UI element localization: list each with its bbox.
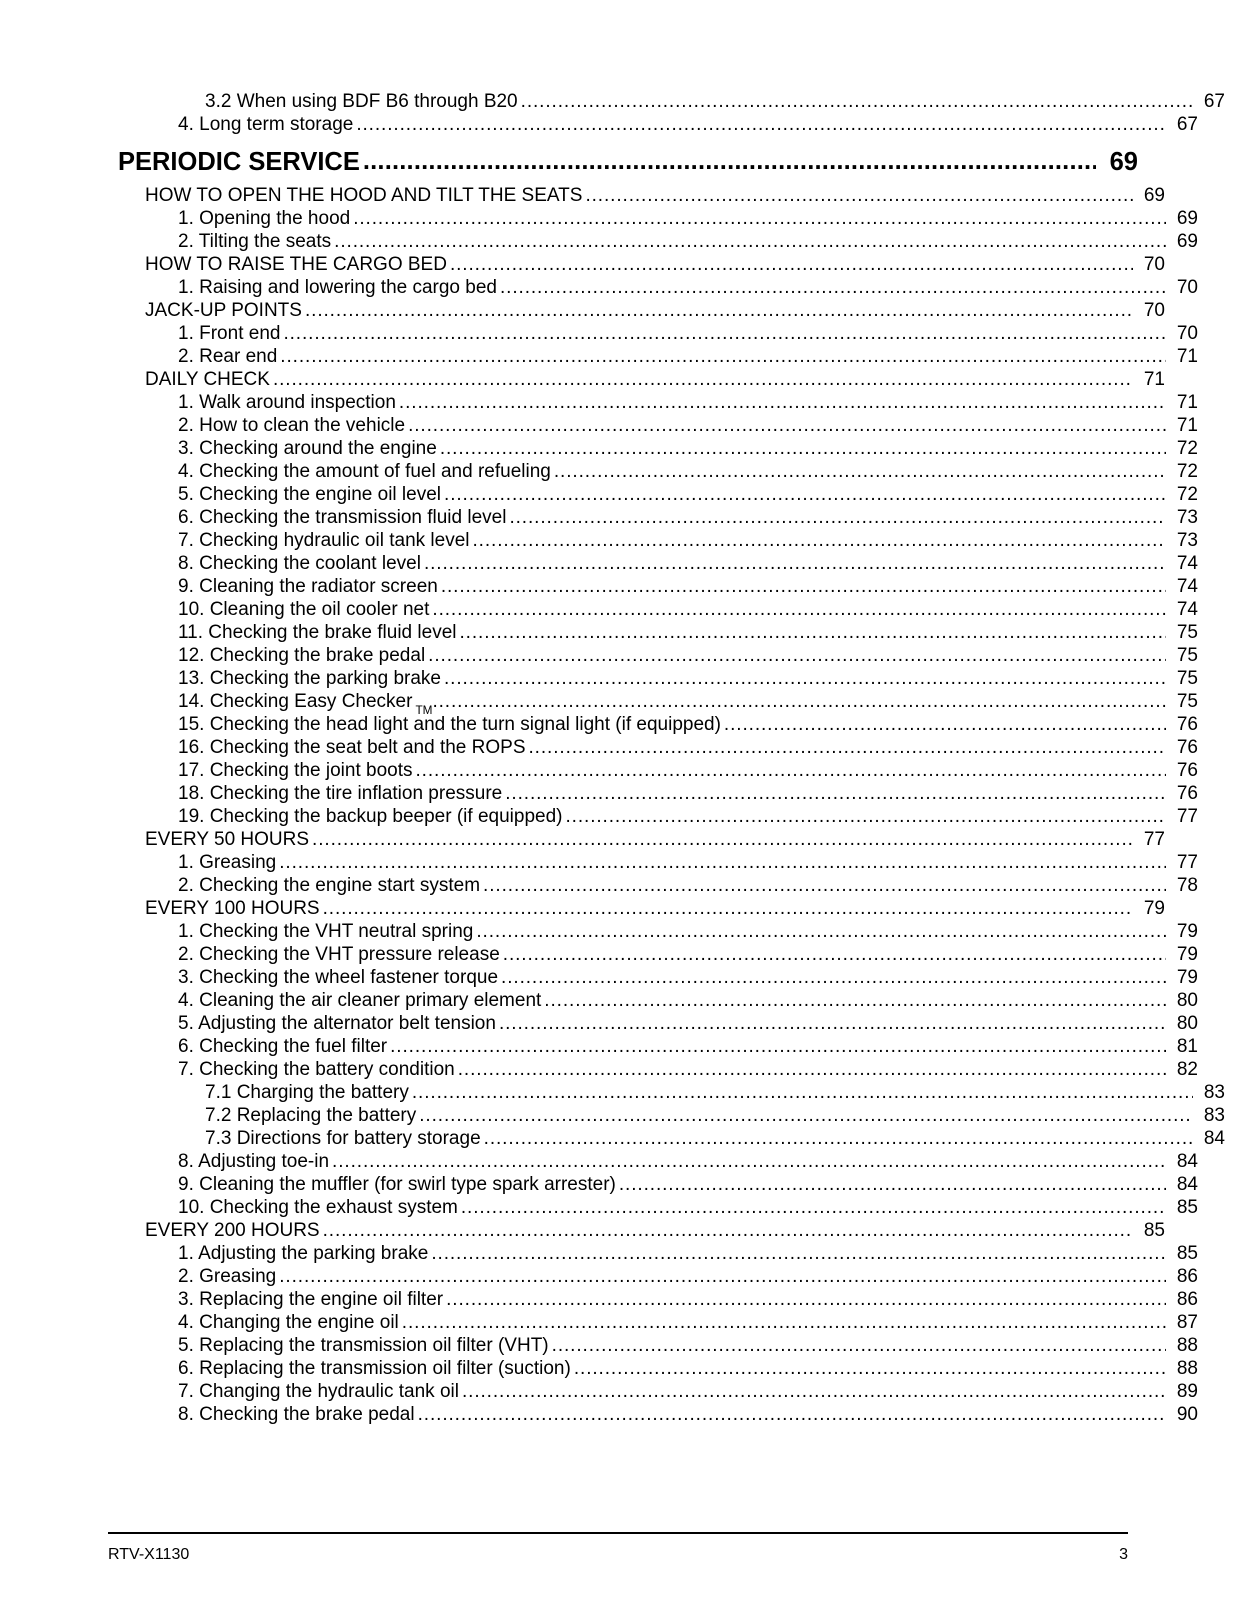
toc-entry-label: 6. Replacing the transmission oil filter (suction): [178, 1357, 571, 1379]
toc-entry[interactable]: [178, 232, 1198, 251]
toc-entry-page-number: 79: [1176, 943, 1198, 965]
toc-entry[interactable]: [178, 1175, 1198, 1194]
dot-leader: [332, 1152, 1166, 1171]
toc-entry[interactable]: [178, 807, 1198, 826]
toc-entry[interactable]: [178, 1405, 1198, 1424]
dot-leader: [283, 324, 1166, 343]
dot-leader: [428, 646, 1166, 665]
toc-entry-label: 4. Long term storage: [178, 114, 354, 135]
toc-entry[interactable]: [178, 738, 1198, 757]
toc-entry-page-number: 79: [1176, 920, 1198, 942]
toc-entry[interactable]: [205, 1106, 1225, 1125]
toc-entry-label: EVERY 50 HOURS: [145, 828, 310, 850]
toc-entry-page-number: 86: [1176, 1288, 1198, 1310]
dot-leader: [323, 899, 1133, 918]
toc-entry-page-number: 70: [1143, 253, 1165, 275]
toc-entry-page-number: 84: [1203, 1127, 1225, 1149]
dot-leader: [334, 232, 1166, 251]
toc-entry-label: 3. Replacing the engine oil filter: [178, 1288, 444, 1310]
toc-entry-label: EVERY 200 HOURS: [145, 1219, 320, 1241]
toc-entry-page-number: 71: [1143, 368, 1165, 390]
toc-entry-page-number: 85: [1176, 1196, 1198, 1218]
toc-entry-label: 15. Checking the head light and the turn signal light (if equipped): [178, 713, 721, 735]
toc-entry-label: 9. Cleaning the radiator screen: [178, 575, 438, 597]
toc-entry-page-number: 70: [1143, 299, 1165, 321]
dot-leader: [499, 1014, 1166, 1033]
dot-leader: [424, 554, 1166, 573]
footer-page-number: 3: [1119, 1546, 1128, 1563]
dot-leader: [476, 922, 1166, 941]
toc-entry[interactable]: [178, 531, 1198, 550]
toc-entry-label: DAILY CHECK: [145, 368, 270, 390]
toc-entry-page-number: 76: [1176, 713, 1198, 735]
toc-entry[interactable]: [178, 669, 1198, 688]
toc-entry-page-number: 69: [1143, 184, 1165, 206]
toc-entry-label: 2. Rear end: [178, 345, 278, 367]
toc-entry-label: 4. Cleaning the air cleaner primary element: [178, 989, 542, 1011]
toc-entry-label: EVERY 100 HOURS: [145, 897, 320, 919]
toc-entry-label: 10. Cleaning the oil cooler net: [178, 598, 430, 620]
toc-entry-label: 1. Walk around inspection: [178, 391, 396, 413]
toc-entry-label: 11. Checking the brake fluid level: [178, 621, 457, 643]
toc-entry-page-number: 74: [1176, 575, 1198, 597]
toc-entry-page-number: 71: [1176, 391, 1198, 413]
toc-entry[interactable]: [178, 1014, 1198, 1033]
dot-leader: [312, 830, 1133, 849]
dot-leader: [529, 738, 1167, 757]
toc-entry[interactable]: [205, 1129, 1225, 1148]
dot-leader: [585, 186, 1133, 205]
toc-entry-page-number: 71: [1176, 345, 1198, 367]
toc-entry[interactable]: [178, 554, 1198, 573]
toc-entry-page-number: 69: [1109, 148, 1138, 176]
dot-leader: [458, 1060, 1166, 1079]
toc-entry-page-number: 84: [1176, 1150, 1198, 1172]
toc-entry[interactable]: [145, 1221, 1165, 1240]
toc-entry-page-number: 74: [1176, 598, 1198, 620]
dot-leader: [390, 1037, 1166, 1056]
toc-entry[interactable]: [205, 1083, 1225, 1102]
toc-entry[interactable]: [178, 853, 1198, 872]
toc-entry-page-number: 82: [1176, 1058, 1198, 1080]
toc-entry-label: 6. Checking the transmission fluid level: [178, 506, 507, 528]
toc-entry[interactable]: [178, 1198, 1198, 1217]
toc-entry-page-number: 67: [1176, 114, 1198, 135]
dot-leader: [399, 393, 1166, 412]
dot-leader: [521, 92, 1193, 111]
toc-entry-label: 3. Checking around the engine: [178, 437, 437, 459]
toc-entry-label: 1. Raising and lowering the cargo bed: [178, 276, 497, 298]
toc-entry[interactable]: [178, 968, 1198, 987]
dot-leader: [441, 577, 1166, 596]
toc-entry-page-number: 79: [1176, 966, 1198, 988]
toc-entry-label: 1. Adjusting the parking brake: [178, 1242, 429, 1264]
dot-leader: [279, 853, 1166, 872]
toc-entry-label: 2. Checking the VHT pressure release: [178, 943, 500, 965]
page-footer: [108, 1532, 1128, 1564]
toc-entry[interactable]: [178, 1336, 1198, 1355]
dot-leader: [450, 255, 1133, 274]
dot-leader: [565, 807, 1166, 826]
toc-entry-label: 7. Checking the battery condition: [178, 1058, 455, 1080]
toc-entry-label: 1. Front end: [178, 322, 281, 344]
toc-entry-page-number: 75: [1176, 621, 1198, 643]
toc-entry-page-number: 78: [1176, 874, 1198, 896]
toc-entry[interactable]: [178, 462, 1198, 481]
toc-entry[interactable]: [178, 1267, 1198, 1286]
toc-entry-label: 8. Adjusting toe-in: [178, 1150, 330, 1172]
toc-entry-page-number: 75: [1176, 690, 1198, 712]
toc-entry[interactable]: [178, 1382, 1198, 1401]
toc-entry-page-number: 88: [1176, 1357, 1198, 1379]
toc-entry[interactable]: [178, 416, 1198, 435]
toc-entry[interactable]: [145, 186, 1165, 205]
dot-leader: [412, 1083, 1193, 1102]
dot-leader: [432, 600, 1166, 619]
toc-entry-page-number: 89: [1176, 1380, 1198, 1402]
toc-entry-label: 17. Checking the joint boots: [178, 759, 413, 781]
toc-entry-page-number: 79: [1143, 897, 1165, 919]
toc-entry-page-number: 80: [1176, 1012, 1198, 1034]
toc-entry-page-number: 81: [1176, 1035, 1198, 1057]
dot-leader: [273, 370, 1133, 389]
dot-leader: [459, 623, 1166, 642]
toc-entry-label: PERIODIC SERVICE: [118, 148, 360, 176]
toc-entry[interactable]: [178, 945, 1198, 964]
toc-entry-page-number: 83: [1203, 1081, 1225, 1103]
toc-entry[interactable]: [178, 922, 1198, 941]
dot-leader: [724, 715, 1166, 734]
toc-entry-page-number: 73: [1176, 529, 1198, 551]
toc-entry[interactable]: [178, 715, 1198, 734]
toc-entry[interactable]: [178, 393, 1198, 412]
toc-entry-label: 9. Cleaning the muffler (for swirl type spark arrester): [178, 1173, 616, 1195]
toc-entry-page-number: 72: [1176, 437, 1198, 459]
toc-entry-label: 10. Checking the exhaust system: [178, 1196, 458, 1218]
toc-entry-label: 2. Greasing: [178, 1265, 277, 1287]
toc-entry-page-number: 71: [1176, 414, 1198, 436]
toc-entry-page-number: 69: [1176, 207, 1198, 229]
toc-entry-label: 14. Checking Easy Checker: [178, 690, 413, 712]
toc-entry-label: JACK-UP POINTS: [145, 299, 302, 321]
dot-leader: [552, 1336, 1166, 1355]
toc-entry-page-number: 74: [1176, 552, 1198, 574]
toc-entry[interactable]: [178, 876, 1198, 895]
dot-leader: [280, 347, 1166, 366]
dot-leader: [503, 945, 1166, 964]
toc-entry[interactable]: [178, 1060, 1198, 1079]
dot-leader: [279, 1267, 1166, 1286]
toc-entry-label: HOW TO RAISE THE CARGO BED: [145, 253, 447, 275]
dot-leader: [418, 1405, 1166, 1424]
dot-leader: [440, 439, 1166, 458]
toc-entry[interactable]: [178, 278, 1198, 297]
dot-leader: [509, 508, 1166, 527]
toc-entry-page-number: 83: [1203, 1104, 1225, 1126]
dot-leader: [483, 876, 1166, 895]
toc-entry[interactable]: [178, 439, 1198, 458]
toc-entry-page-number: 87: [1176, 1311, 1198, 1333]
footer-divider: [108, 1532, 1128, 1534]
toc-entry-label: 7.2 Replacing the battery: [205, 1104, 417, 1126]
dot-leader: [353, 209, 1166, 228]
toc-entry-page-number: 76: [1176, 736, 1198, 758]
toc-entry-label: 18. Checking the tire inflation pressure: [178, 782, 503, 804]
dot-leader: [416, 761, 1167, 780]
toc-entry[interactable]: [178, 508, 1198, 527]
dot-leader: [462, 1382, 1166, 1401]
toc-entry[interactable]: [178, 1313, 1198, 1332]
dot-leader: [446, 1290, 1166, 1309]
toc-entry[interactable]: [178, 761, 1198, 780]
toc-entry[interactable]: [178, 115, 1198, 134]
toc-entry-page-number: 77: [1143, 828, 1165, 850]
toc-entry-label: 2. How to clean the vehicle: [178, 414, 406, 436]
dot-leader: [363, 150, 1096, 176]
toc-entry-label: 8. Checking the brake pedal: [178, 1403, 415, 1425]
toc-entry[interactable]: [145, 370, 1165, 389]
dot-leader: [402, 1313, 1166, 1332]
toc-entry-label: 7.3 Directions for battery storage: [205, 1127, 481, 1149]
footer-model-code: RTV-X1130: [108, 1546, 190, 1563]
toc-entry-label: HOW TO OPEN THE HOOD AND TILT THE SEATS: [145, 184, 583, 206]
toc-entry-page-number: 85: [1176, 1242, 1198, 1264]
dot-leader: [323, 1221, 1133, 1240]
toc-entry-page-number: 77: [1176, 851, 1198, 873]
dot-leader: [544, 991, 1166, 1010]
toc-entry-label: 7. Checking hydraulic oil tank level: [178, 529, 470, 551]
toc-entry[interactable]: [118, 150, 1138, 176]
dot-leader: [356, 115, 1166, 134]
dot-leader: [500, 278, 1166, 297]
dot-leader: [554, 462, 1166, 481]
toc-entry-page-number: 72: [1176, 460, 1198, 482]
toc-entry[interactable]: [145, 301, 1165, 320]
toc-entry-page-number: 76: [1176, 759, 1198, 781]
toc-entry-label: 5. Checking the engine oil level: [178, 483, 442, 505]
toc-entry[interactable]: [178, 1152, 1198, 1171]
dot-leader: [501, 968, 1166, 987]
dot-leader: [419, 1106, 1193, 1125]
toc-entry-label: 6. Checking the fuel filter: [178, 1035, 388, 1057]
toc-entry-page-number: 77: [1176, 805, 1198, 827]
dot-leader: [444, 669, 1166, 688]
toc-entry-label: 2. Tilting the seats: [178, 230, 332, 252]
toc-entry-label: 12. Checking the brake pedal: [178, 644, 426, 666]
toc-entry-page-number: 70: [1176, 322, 1198, 344]
dot-leader: [444, 485, 1166, 504]
toc-entry[interactable]: [178, 600, 1198, 619]
toc-entry-label: 5. Replacing the transmission oil filter (VHT): [178, 1334, 549, 1356]
toc-entry-label: 4. Checking the amount of fuel and refueling: [178, 460, 551, 482]
toc-entry[interactable]: [178, 1037, 1198, 1056]
toc-entry-page-number: 73: [1176, 506, 1198, 528]
toc-entry[interactable]: [178, 324, 1198, 343]
toc-entry-label: 3. Checking the wheel fastener torque: [178, 966, 499, 988]
toc-entry[interactable]: [178, 485, 1198, 504]
toc-entry-label: 19. Checking the backup beeper (if equipped): [178, 805, 563, 827]
toc-entry[interactable]: [178, 347, 1198, 366]
toc-entry-label: 1. Opening the hood: [178, 207, 351, 229]
toc-entry-label: 3.2 When using BDF B6 through B20: [205, 91, 518, 112]
toc-entry-label: 13. Checking the parking brake: [178, 667, 441, 689]
dot-leader: [432, 692, 1166, 711]
toc-entry-page-number: 84: [1176, 1173, 1198, 1195]
toc-entry-label: 7.1 Charging the battery: [205, 1081, 409, 1103]
toc-entry-page-number: 75: [1176, 667, 1198, 689]
toc-entry-label: 1. Greasing: [178, 851, 277, 873]
toc-entry-page-number: 80: [1176, 989, 1198, 1011]
toc-entry-label: 5. Adjusting the alternator belt tension: [178, 1012, 496, 1034]
toc-entry-label: 8. Checking the coolant level: [178, 552, 421, 574]
toc-entry[interactable]: [145, 830, 1165, 849]
dot-leader: [431, 1244, 1166, 1263]
toc-entry[interactable]: [178, 991, 1198, 1010]
toc-entry-page-number: 70: [1176, 276, 1198, 298]
toc-entry-page-number: 88: [1176, 1334, 1198, 1356]
toc-entry[interactable]: [145, 255, 1165, 274]
toc-entry[interactable]: [145, 899, 1165, 918]
dot-leader: [484, 1129, 1193, 1148]
toc-entry[interactable]: 14. Checking Easy Checker TM ..... 75: [178, 692, 1198, 711]
toc-entry[interactable]: [178, 1290, 1198, 1309]
toc-entry[interactable]: [178, 1244, 1198, 1263]
toc-entry-page-number: 85: [1143, 1219, 1165, 1241]
toc-entry-page-number: 90: [1176, 1403, 1198, 1425]
toc-entry-page-number: 76: [1176, 782, 1198, 804]
toc-entry[interactable]: [205, 92, 1225, 111]
dot-leader: [461, 1198, 1166, 1217]
dot-leader: [408, 416, 1166, 435]
toc-entry-label: 2. Checking the engine start system: [178, 874, 481, 896]
dot-leader: [473, 531, 1167, 550]
table-of-contents: [108, 91, 1225, 1425]
dot-leader: [619, 1175, 1166, 1194]
toc-entry-page-number: 67: [1203, 91, 1225, 112]
dot-leader: [505, 784, 1166, 803]
toc-entry-page-number: 69: [1176, 230, 1198, 252]
toc-entry[interactable]: [178, 209, 1198, 228]
toc-entry[interactable]: [178, 646, 1198, 665]
toc-entry-page-number: 75: [1176, 644, 1198, 666]
toc-entry[interactable]: [178, 577, 1198, 596]
toc-entry-label: 7. Changing the hydraulic tank oil: [178, 1380, 459, 1402]
toc-entry[interactable]: [178, 1359, 1198, 1378]
toc-entry[interactable]: [178, 623, 1198, 642]
toc-entry-label: 4. Changing the engine oil: [178, 1311, 399, 1333]
toc-entry-page-number: 86: [1176, 1265, 1198, 1287]
toc-entry[interactable]: [178, 784, 1198, 803]
dot-leader: [574, 1359, 1166, 1378]
toc-entry-label: 1. Checking the VHT neutral spring: [178, 920, 474, 942]
dot-leader: [305, 301, 1133, 320]
toc-entry-label: 16. Checking the seat belt and the ROPS: [178, 736, 526, 758]
toc-entry-page-number: 72: [1176, 483, 1198, 505]
